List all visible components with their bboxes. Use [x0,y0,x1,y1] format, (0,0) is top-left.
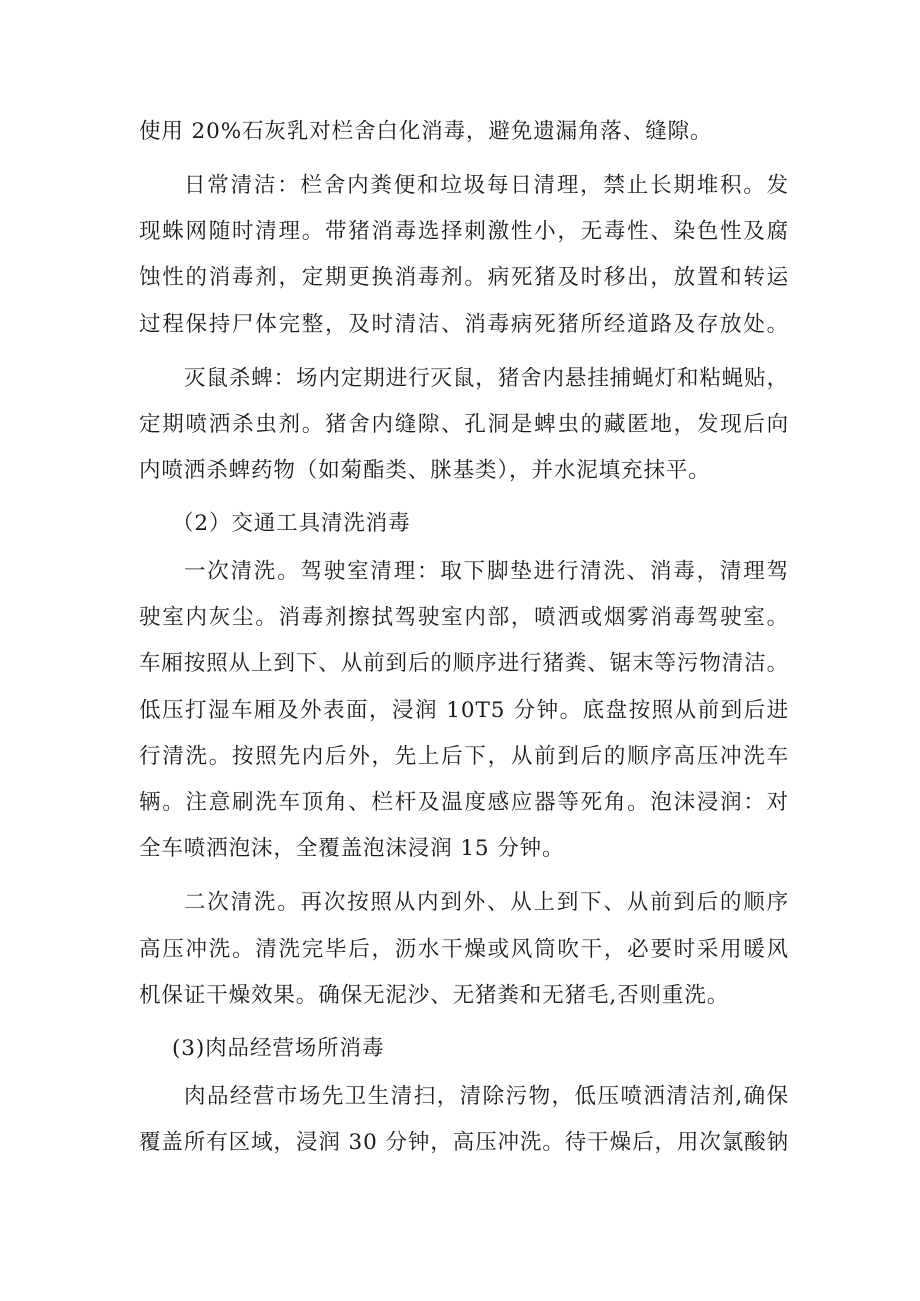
paragraph-line: 二次清洗。再次按照从内到外、从上到下、从前到后的顺序 [184,890,789,915]
paragraph-line: 驶室内灰尘。消毒剂擦拭驾驶室内部，喷洒或烟雾消毒驾驶室。 [139,605,789,630]
paragraph-line: 高压冲洗。清洗完毕后，沥水干燥或风筒吹干，必要时采用暖风 [139,937,789,962]
section-heading: (3)肉品经营场所消毒 [172,1036,385,1061]
paragraph-line: 覆盖所有区域，浸润 30 分钟，高压冲洗。待干燥后，用次氯酸钠 [139,1130,789,1155]
paragraph-line: 内喷洒杀蜱药物（如菊酯类、脒基类），并水泥填充抹平。 [139,458,711,483]
paragraph-line: 使用 20%石灰乳对栏舍白化消毒，避免遗漏角落、缝隙。 [139,119,713,144]
paragraph-line: 行清洗。按照先内后外，先上后下，从前到后的顺序高压冲洗车 [139,744,789,769]
paragraph-line: 全车喷洒泡沫，全覆盖泡沫浸润 15 分钟。 [139,836,565,861]
paragraph-line: 肉品经营市场先卫生清扫，清除污物，低压喷洒清洁剂,确保 [184,1084,789,1109]
paragraph-line: 灭鼠杀蜱：场内定期进行灭鼠，猪舍内悬挂捕蝇灯和粘蝇贴， [184,366,789,391]
paragraph-line: 现蛛网随时清理。带猪消毒选择刺激性小，无毒性、染色性及腐 [139,219,789,244]
paragraph-line: 一次清洗。驾驶室清理：取下脚垫进行清洗、消毒，清理驾 [184,559,789,584]
paragraph-line: 机保证干燥效果。确保无泥沙、无猪粪和无猪毛,否则重洗。 [139,983,730,1008]
paragraph-line: 日常清洁：栏舍内粪便和垃圾每日清理，禁止长期堆积。发 [184,173,789,198]
paragraph-line: 蚀性的消毒剂，定期更换消毒剂。病死猪及时移出，放置和转运 [139,265,789,290]
paragraph-line: 车厢按照从上到下、从前到后的顺序进行猪粪、锯末等污物清洁。 [139,651,789,676]
section-heading: （2）交通工具清洗消毒 [172,511,411,536]
paragraph-line: 辆。注意刷洗车顶角、栏杆及温度感应器等死角。泡沫浸润：对 [139,790,789,815]
paragraph-line: 定期喷洒杀虫剂。猪舍内缝隙、孔洞是蜱虫的藏匿地，发现后向 [139,412,789,437]
paragraph-line: 过程保持尸体完整，及时清洁、消毒病死猪所经道路及存放处。 [139,312,789,337]
paragraph-line: 低压打湿车厢及外表面，浸润 10T5 分钟。底盘按照从前到后进 [139,698,789,723]
